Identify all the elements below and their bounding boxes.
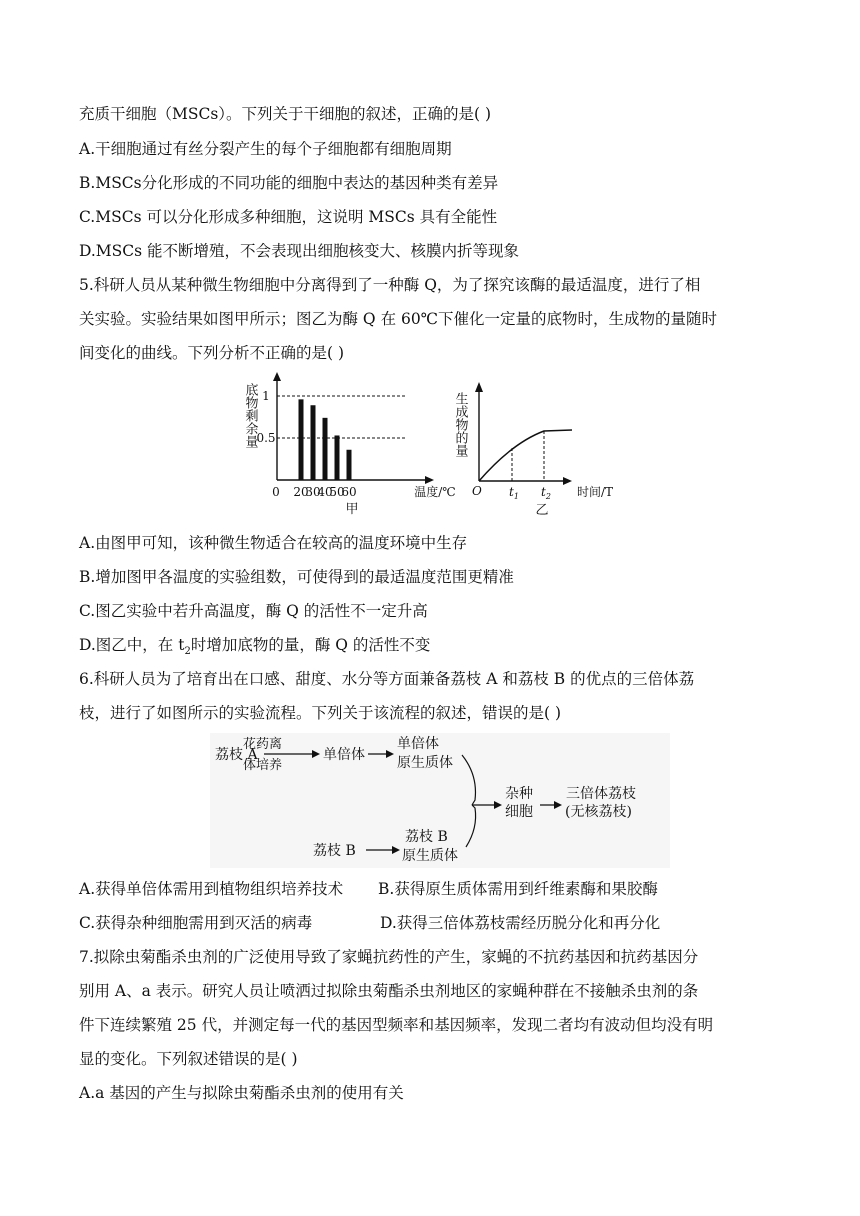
chart-jia-title: 甲: [345, 502, 359, 517]
flow-b-proto-2: 原生质体: [402, 848, 458, 864]
q5-stem-line-2: 关实验。实验结果如图甲所示；图乙为酶 Q 在 60℃下催化一定量的底物时，生成物的量随时: [79, 310, 718, 328]
flow-triploid-1: 三倍体荔枝: [566, 786, 636, 802]
chart-jia-bar: [299, 399, 304, 480]
q5-option-b: B.增加图甲各温度的实验组数，可使得到的最适温度范围更精准: [79, 568, 514, 586]
chart-jia-ytick-1: 1: [262, 389, 270, 403]
chart-jia-xtick: 60: [341, 485, 357, 499]
chart-jia-ytick-0.5: 0.5: [256, 431, 276, 445]
q7-option-a: A.a 基因的产生与拟除虫菊酯杀虫剂的使用有关: [79, 1084, 404, 1102]
q4-option-d: D.MSCs 能不断增殖，不会表现出细胞核变大、核膜内折等现象: [79, 242, 520, 260]
chart-jia-bar: [335, 435, 340, 480]
chart-yi-x-arrow: [563, 477, 572, 485]
chart-yi-y-arrow: [475, 382, 483, 392]
flow-step-a-top: 花药离: [243, 737, 283, 752]
q5-stem-line-1: 5.科研人员从某种微生物细胞中分离得到了一种酶 Q，为了探究该酶的最适温度，进行了相: [79, 276, 701, 294]
q7-stem-line-2: 别用 A、a 表示。研究人员让喷洒过拟除虫菊酯杀虫剂地区的家蝇种群在不接触杀虫剂的条: [79, 982, 699, 1000]
chart-jia-xtick: 20: [293, 485, 309, 499]
q5-option-a: A.由图甲可知，该种微生物适合在较高的温度环境中生存: [79, 534, 468, 552]
chart-jia-bar: [311, 405, 316, 480]
q5-option-c: C.图乙实验中若升高温度，酶 Q 的活性不一定升高: [79, 602, 428, 620]
q4-option-a: A.干细胞通过有丝分裂产生的每个子细胞都有细胞周期: [79, 140, 452, 158]
flow-haploid-proto-1: 单倍体: [397, 736, 439, 752]
q7-stem-line-4: 显的变化。下列叙述错误的是( ): [79, 1050, 298, 1068]
flow-diagram: [210, 733, 670, 868]
chart-jia-xlabel: 温度/℃: [414, 485, 456, 499]
flow-haploid-proto-2: 原生质体: [397, 755, 453, 771]
chart-yi-ylabel: 生成物的量: [452, 392, 468, 457]
flow-litchi-a: 荔枝 A: [215, 747, 258, 763]
flow-triploid-2: (无核荔枝): [565, 804, 632, 820]
chart-yi-curve: [479, 430, 572, 481]
flow-haploid: 单倍体: [323, 747, 365, 763]
chart-jia-x-arrow: [425, 476, 434, 484]
flow-hybrid-1: 杂种: [505, 786, 533, 802]
chart-yi-t1: $t_1$: [509, 485, 519, 501]
chart-jia: [230, 368, 470, 520]
chart-jia-ylabel: 底物剩余量: [242, 383, 258, 448]
chart-jia-bar: [323, 418, 328, 480]
q7-stem-line-1: 7.拟除虫菊酯杀虫剂的广泛使用导致了家蝇抗药性的产生，家蝇的不抗药基因和抗药基因分: [79, 948, 699, 966]
flow-step-a-bottom: 体培养: [243, 758, 283, 773]
chart-yi: [452, 378, 632, 518]
chart-jia-xtick: 0: [272, 485, 280, 499]
chart-jia-xtick: 40: [317, 485, 333, 499]
chart-yi-title: 乙: [535, 503, 549, 518]
q6-option-d: D.获得三倍体荔枝需经历脱分化和再分化: [380, 914, 661, 932]
chart-jia-bar: [347, 450, 352, 480]
q7-stem-line-3: 件下连续繁殖 25 代，并测定每一代的基因型频率和基因频率，发现二者均有波动但均没有明: [79, 1016, 714, 1034]
chart-yi-xlabel: 时间/T: [576, 485, 614, 499]
q4-option-b: B.MSCs分化形成的不同功能的细胞中表达的基因种类有差异: [79, 174, 499, 192]
q5-stem-line-3: 间变化的曲线。下列分析不正确的是( ): [79, 344, 345, 362]
flow-hybrid-2: 细胞: [505, 804, 533, 820]
q4-option-c: C.MSCs 可以分化形成多种细胞，这说明 MSCs 具有全能性: [79, 208, 498, 226]
q5-option-d: D.图乙中，在 $t_2$时增加底物的量，酶 Q 的活性不变: [79, 636, 431, 658]
q6-option-b: B.获得原生质体需用到纤维素酶和果胶酶: [378, 880, 658, 898]
q4-stem-tail: 充质干细胞（MSCs）。下列关于干细胞的叙述，正确的是( ): [79, 105, 492, 123]
q6-option-a: A.获得单倍体需用到植物组织培养技术: [79, 880, 344, 898]
q6-option-c: C.获得杂种细胞需用到灭活的病毒: [79, 914, 313, 932]
chart-jia-y-arrow: [273, 372, 281, 381]
q6-stem-line-1: 6.科研人员为了培育出在口感、甜度、水分等方面兼备荔枝 A 和荔枝 B 的优点的三倍体荔: [79, 670, 695, 688]
chart-yi-t2: $t_2$: [541, 485, 551, 501]
chart-jia-xtick: 30: [305, 485, 321, 499]
flow-litchi-b: 荔枝 B: [313, 843, 356, 859]
q6-stem-line-2: 枝，进行了如图所示的实验流程。下列关于该流程的叙述，错误的是( ): [79, 704, 562, 722]
chart-jia-xtick: 50: [329, 485, 345, 499]
chart-yi-origin: O: [472, 484, 482, 498]
flow-b-proto-1: 荔枝 B: [405, 829, 448, 845]
